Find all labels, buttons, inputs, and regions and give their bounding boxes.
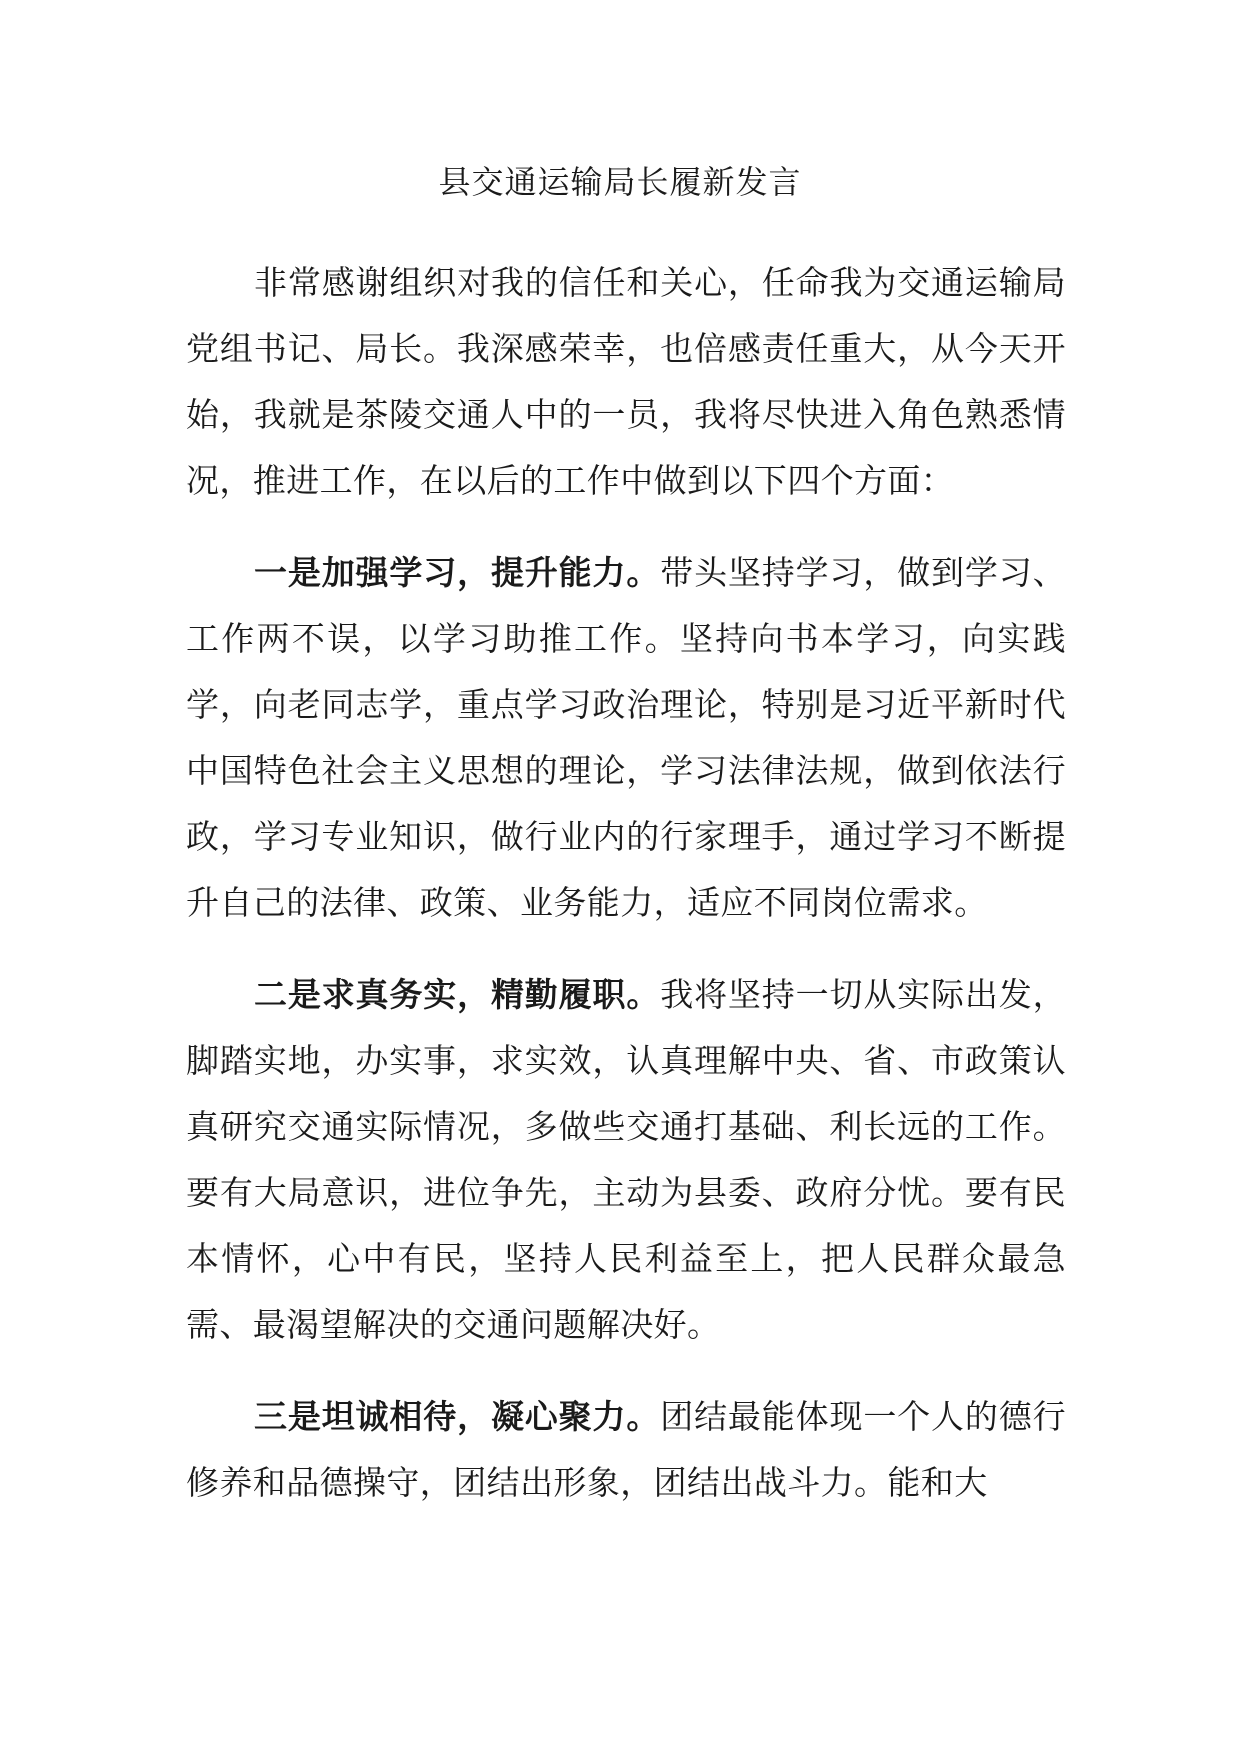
paragraph-text: 带头坚持学习，做到学习、工作两不误，以学习助推工作。坚持向书本学习，向实践学，向老同志学，重点学习政治理论，特别是习近平新时代中国特色社会主义思想的理论，学习法律法规，做到依法行政，学习专业知识，做行业内的行家理手，通过学习不断提升自己的法律、政策、业务能力，适应不同岗位需求。 <box>186 553 1066 922</box>
paragraph-point-one <box>186 540 1066 936</box>
paragraph-lead: 三是坦诚相待，凝心聚力。 <box>254 1397 661 1436</box>
paragraph-lead: 一是加强学习，提升能力。 <box>254 553 661 592</box>
document-body <box>186 250 1066 1542</box>
paragraph-text: 团结最能体现一个人的德行修养和品德操守，团结出形象，团结出战斗力。能和大 <box>186 1397 1066 1502</box>
paragraph-intro <box>186 250 1066 514</box>
paragraph-point-two <box>186 962 1066 1358</box>
paragraph-lead: 二是求真务实，精勤履职。 <box>254 975 661 1014</box>
paragraph-text: 非常感谢组织对我的信任和关心，任命我为交通运输局党组书记、局长。我深感荣幸，也倍感责任重大，从今天开始，我就是茶陵交通人中的一员，我将尽快进入角色熟悉情况，推进工作，在以后的工作中做到以下四个方面： <box>186 263 1066 500</box>
document-title: 县交通运输局长履新发言 <box>438 163 802 201</box>
paragraph-text: 我将坚持一切从实际出发，脚踏实地，办实事，求实效，认真理解中央、省、市政策认真研究交通实际情况，多做些交通打基础、利长远的工作。要有大局意识，进位争先，主动为县委、政府分忧。要有民本情怀，心中有民，坚持人民利益至上，把人民群众最急需、最渴望解决的交通问题解决好。 <box>186 975 1066 1344</box>
paragraph-point-three <box>186 1384 1066 1516</box>
